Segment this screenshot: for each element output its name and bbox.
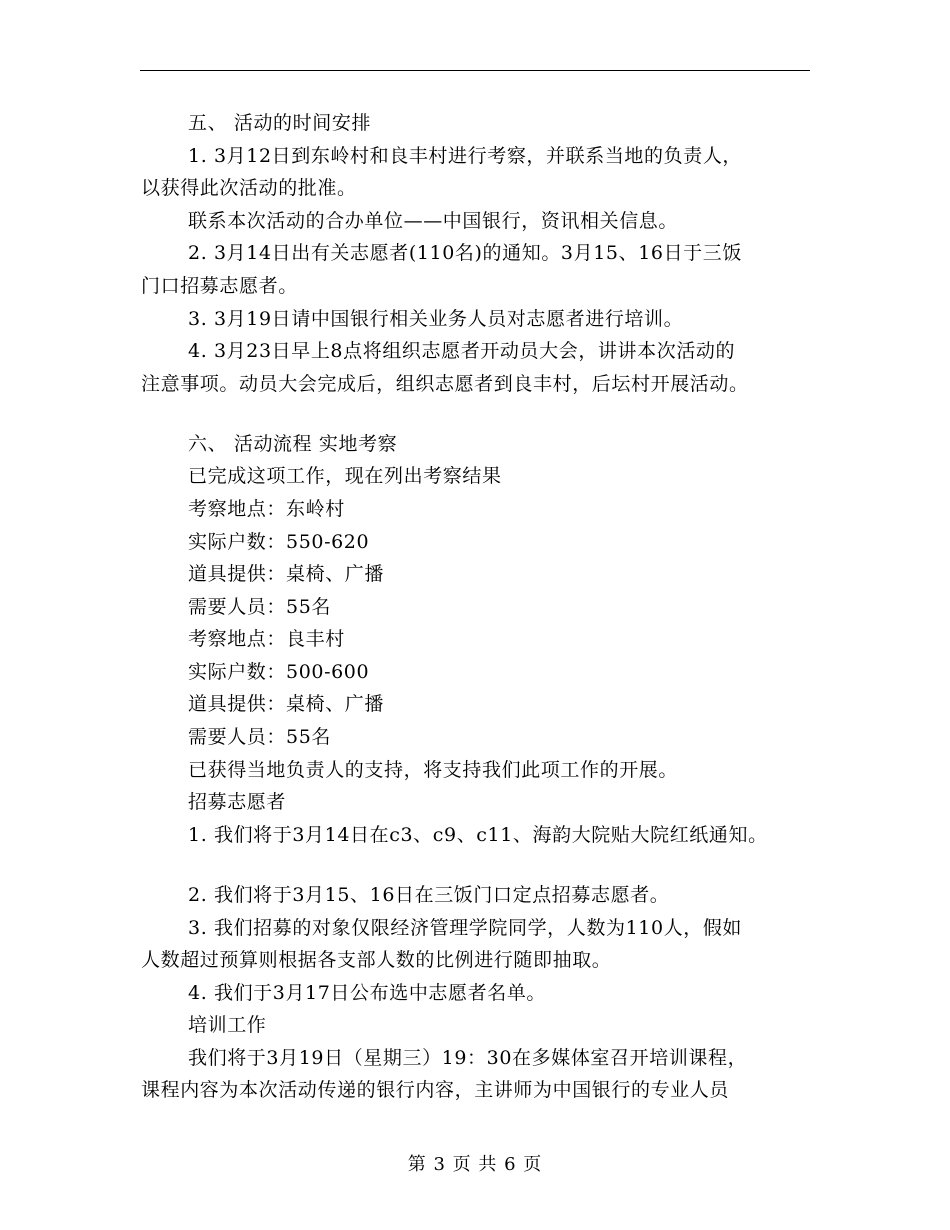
paragraph-line: 2. 3月14日出有关志愿者(110名)的通知。3月15、16日于三饭 <box>188 242 742 264</box>
survey-item: 道具提供：桌椅、广播 <box>188 563 385 585</box>
paragraph-line: 联系本次活动的合办单位——中国银行，资讯相关信息。 <box>188 210 679 232</box>
survey-item: 需要人员：55名 <box>188 726 331 748</box>
paragraph-line: 3. 3月19日请中国银行相关业务人员对志愿者进行培训。 <box>188 308 684 330</box>
paragraph-line: 我们将于3月19日（星期三）19：30在多媒体室召开培训课程， <box>188 1047 748 1069</box>
survey-item: 道具提供：桌椅、广播 <box>188 693 385 715</box>
survey-item: 考察地点：东岭村 <box>188 498 345 520</box>
subheading-recruit: 招募志愿者 <box>188 791 287 813</box>
header-rule <box>140 70 810 71</box>
paragraph-line: 1. 3月12日到东岭村和良丰村进行考察，并联系当地的负责人， <box>188 145 743 167</box>
section-heading-6: 六、 活动流程 实地考察 <box>188 433 398 455</box>
survey-item: 考察地点：良丰村 <box>188 628 345 650</box>
paragraph-line: 课程内容为本次活动传递的银行内容，主讲师为中国银行的专业人员 <box>141 1079 730 1101</box>
paragraph-line: 人数超过预算则根据各支部人数的比例进行随即抽取。 <box>141 949 612 971</box>
survey-item: 需要人员：55名 <box>188 596 331 618</box>
paragraph-line: 3. 我们招募的对象仅限经济管理学院同学，人数为110人，假如 <box>188 917 743 939</box>
survey-item: 实际户数：550-620 <box>188 531 370 553</box>
survey-item: 实际户数：500-600 <box>188 661 370 683</box>
paragraph-line: 4. 我们于3月17日公布选中志愿者名单。 <box>188 982 547 1004</box>
paragraph-line: 以获得此次活动的批准。 <box>141 177 357 199</box>
paragraph-line: 4. 3月23日早上8点将组织志愿者开动员大会，讲讲本次活动的 <box>188 340 736 362</box>
subheading-training: 培训工作 <box>188 1014 267 1036</box>
page-number-footer: 第 3 页 共 6 页 <box>407 1154 543 1175</box>
paragraph-line: 已完成这项工作，现在列出考察结果 <box>188 465 502 487</box>
paragraph-line: 已获得当地负责人的支持，将支持我们此项工作的开展。 <box>188 759 679 781</box>
paragraph-line: 注意事项。动员大会完成后，组织志愿者到良丰村，后坛村开展活动。 <box>141 373 749 395</box>
paragraph-line: 1. 我们将于3月14日在c3、c9、c11、海韵大院贴大院红纸通知。 <box>188 824 768 846</box>
paragraph-line: 2. 我们将于3月15、16日在三饭门口定点招募志愿者。 <box>188 884 670 906</box>
section-heading-5: 五、 活动的时间安排 <box>188 112 372 134</box>
paragraph-line: 门口招募志愿者。 <box>141 275 298 297</box>
